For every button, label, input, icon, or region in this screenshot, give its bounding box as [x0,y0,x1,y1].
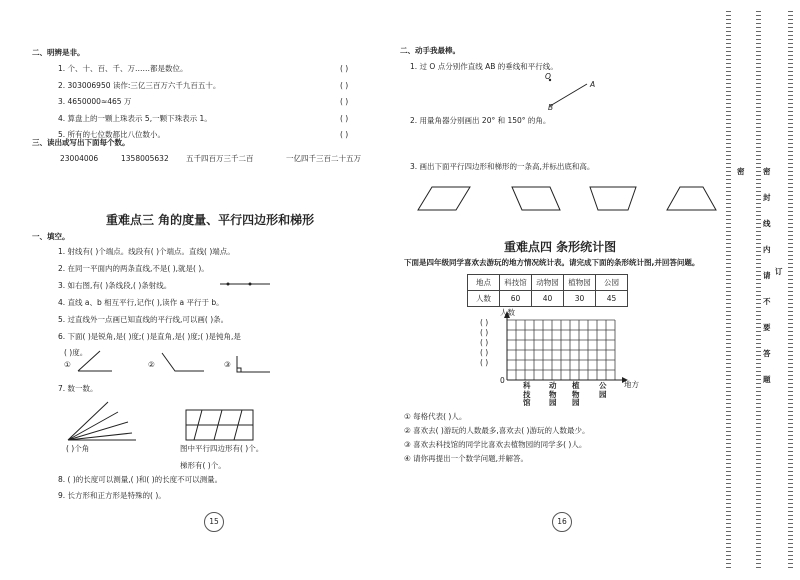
question-text: 9. 长方形和正方形是特殊的( )。 [58,491,166,500]
y-axis-label: 人数 [500,308,515,317]
section-title: 二、动手我最棒。 [400,46,460,55]
x-category-label: 动物园 [549,381,557,407]
angle-label: ① [64,360,71,369]
side-char: 要 [763,323,771,332]
parallelogram-shape [418,187,470,210]
question-text: 梯形有( )个。 [180,461,226,470]
list-item: 5. 过直线外一点画已知直线的平行线,可以画( )条。 [58,315,229,324]
obtuse-angle [162,353,204,371]
intro-text: 下面是四年级同学喜欢去游玩的地方情况统计表。请完成下面的条形统计图,并回答问题。 [404,258,700,267]
table-cell: 60 [500,291,532,307]
point-label: B [548,103,554,112]
side-char: 请 [763,271,771,280]
number-item: 一亿四千三百二十五万 [286,154,361,163]
question-text: ① 每格代表( )人。 [404,412,467,421]
x-category-label: 科技馆 [523,381,531,407]
shapes-figure [400,180,720,220]
side-char: 答 [763,349,771,358]
question-text: ③ 喜欢去科技馆的同学比喜欢去植物园的同学多( )人。 [404,440,587,449]
trapezoid-shape [590,187,636,210]
answer-paren: ( ) [340,130,349,139]
tick-blank: ( ) [480,328,489,337]
trapezoid-shape [667,187,716,210]
side-char: 密 [763,167,771,176]
section-title: 三、读出或写出下面每个数。 [32,138,130,147]
table-cell: 45 [596,291,628,307]
x-category-label: 植物园 [572,381,580,407]
table-cell: 30 [564,291,596,307]
perforation-rail [726,8,731,568]
angle-label: ② [148,360,155,369]
list-item: 5. 所有的七位数都比八位数小。 [58,130,166,139]
list-item: 6. 下面( )是锐角,是( )度;( )是直角,是( )度;( )是钝角,是 [58,332,241,341]
tick-blank: ( ) [480,338,489,347]
question-text: 1. 过 O 点分别作直线 AB 的垂线和平行线。 [410,62,558,71]
page-number: 15 [204,512,224,532]
perforation-rail [756,8,761,568]
section-title: 二、明辨是非。 [32,48,85,57]
table-cell: 公园 [596,275,628,291]
angle-rays [68,402,136,440]
table-cell: 地点 [468,275,500,291]
tick-blank: ( ) [480,318,489,327]
binding-strip [726,8,794,568]
angle-label: ③ [224,360,231,369]
list-item: 1. 射线有( )个端点。线段有( )个端点。直线( )端点。 [58,247,235,256]
tick-blank: ( ) [480,358,489,367]
section-title: 一、填空。 [32,232,70,241]
stats-table [467,274,628,307]
number-item: 23004006 [60,154,99,163]
tick-blank: ( ) [480,348,489,357]
answer-paren: ( ) [340,113,349,123]
table-cell: 植物园 [564,275,596,291]
side-char: 不 [763,297,771,306]
answer-paren: ( ) [340,80,349,90]
angle-figures [0,0,370,580]
table-cell: 人数 [468,291,500,307]
list-item: 3. 4650000≈465 万 [58,97,132,106]
question-text: ④ 请你再提出一个数学问题,并解答。 [404,454,528,463]
page-heading: 重难点三 角的度量、平行四边形和梯形 [106,213,315,227]
parallelogram-grid [186,410,253,440]
question-text: ( )个角 [66,444,90,453]
acute-angle [78,351,112,371]
axis-origin: 0 [500,376,505,385]
perforation-rail [788,8,793,568]
list-item: 4. 直线 a、b 相互平行,记作( ),读作 a 平行于 b。 [58,298,224,307]
question-text: 8. ( )的长度可以测量,( )和( )的长度不可以测量。 [58,475,223,484]
list-item: 3. 如右图,有( )条线段,( )条射线。 [58,281,172,290]
side-char: 线 [763,219,771,228]
question-text: 图中平行四边形有( )个。 [180,444,264,453]
x-axis-label: 地方 [624,380,639,389]
table-cell: 科技馆 [500,275,532,291]
side-char: 订 [775,267,783,276]
number-item: 1358005632 [121,154,169,163]
point-label: A [590,80,596,89]
list-item: 1. 个、十、百、千、万……都是数位。 [58,64,188,73]
list-item: 2. 在同一平面内的两条直线,不是( ),就是( )。 [58,264,209,273]
question-text: ② 喜欢去( )游玩的人数最多,喜欢去( )游玩的人数最少。 [404,426,590,435]
point-label: O [545,72,551,81]
question-text: 7. 数一数。 [58,384,98,393]
answer-paren: ( ) [340,97,349,106]
x-category-label: 公园 [599,381,607,399]
side-char: 密 [737,167,745,176]
list-item: ( )度。 [64,348,88,357]
question-text: 2. 用量角器分别画出 20° 和 150° 的角。 [410,116,551,125]
table-cell: 40 [532,291,564,307]
segment-point [227,283,229,285]
number-item: 五千四百万三千二百 [186,154,254,163]
question-text: 3. 画出下面平行四边形和梯形的一条高,并标出底和高。 [410,162,595,171]
page-number: 16 [552,512,572,532]
parallelogram-shape [512,187,560,210]
page-heading: 重难点四 条形统计图 [504,240,617,254]
side-char: 题 [763,375,771,384]
side-char: 封 [763,193,771,202]
list-item: 2. 303006950 读作:三亿三百万六千九百五十。 [58,80,221,90]
right-angle [237,356,270,372]
list-item: 4. 算盘上的一颗上珠表示 5,一颗下珠表示 1。 [58,113,212,123]
side-char: 内 [763,245,771,254]
answer-paren: ( ) [340,64,349,73]
table-cell: 动物园 [532,275,564,291]
segment-point [249,283,251,285]
